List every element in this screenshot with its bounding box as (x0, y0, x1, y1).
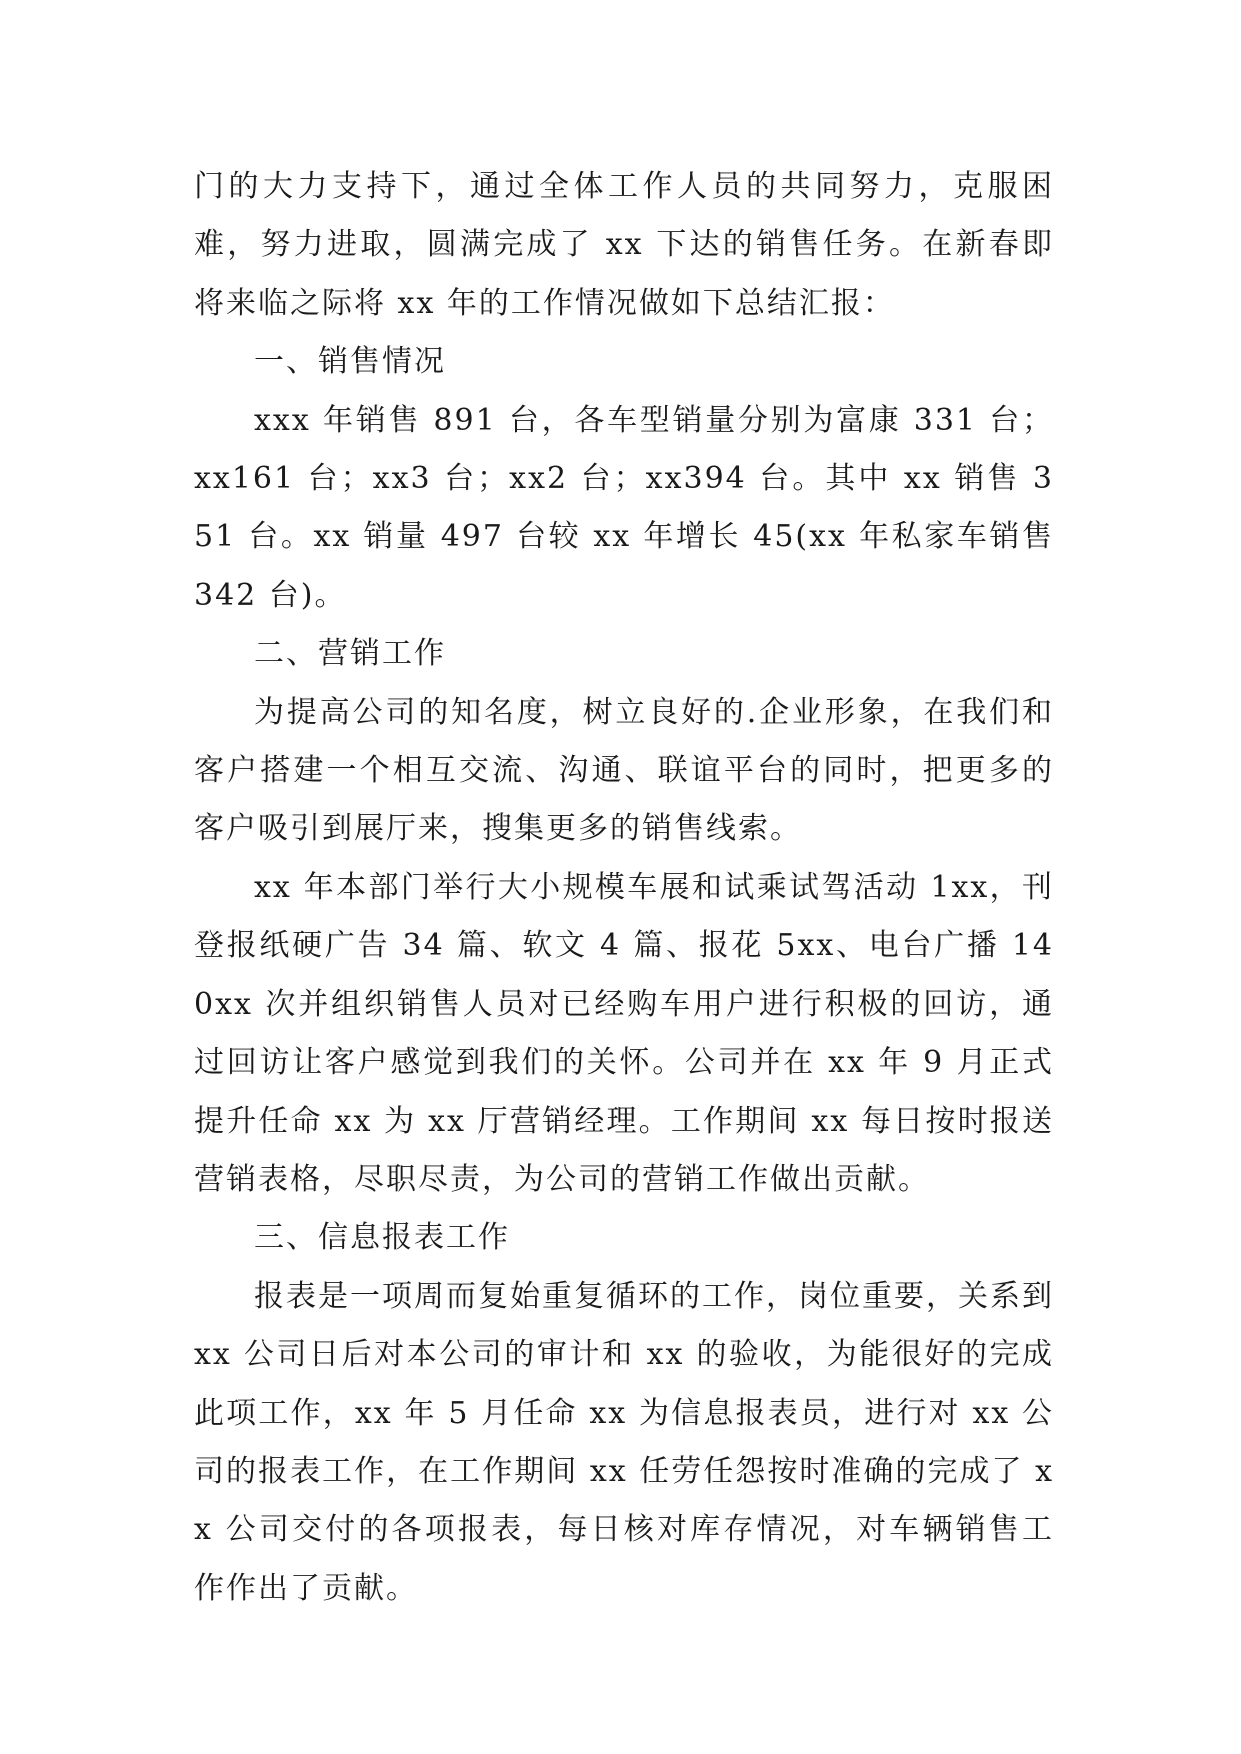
section-heading-sales: 一、销售情况 (254, 344, 446, 380)
paragraph-intro-continuation: 门的大力支持下，通过全体工作人员的共同努力，克服困难，努力进取，圆满完成了 xx 下达的销售任务。在新春即将来临之际将 xx 年的工作情况做如下总结汇报： (194, 169, 1054, 321)
paragraph-sales: xxx 年销售 891 台，各车型销量分别为富康 331 台；xx161 台；xx3 台；xx2 台；xx394 台。其中 xx 销售 351 台。xx 销量 497 台较 xx 年增长 45(xx 年私家车销售 342 台)。 (194, 402, 1054, 613)
paragraph-marketing-goal: 为提高公司的知名度，树立良好的.企业形象，在我们和客户搭建一个相互交流、沟通、联谊平台的同时，把更多的客户吸引到展厅来，搜集更多的销售线索。 (194, 694, 1054, 847)
paragraph-reports: 报表是一项周而复始重复循环的工作，岗位重要，关系到 xx 公司日后对本公司的审计和 xx 的验收，为能很好的完成此项工作，xx 年 5 月任命 xx 为信息报表员，进行对 xx 公司的报表工作，在工作期间 xx 任劳任怨按时准确的完成了 xx 公司交付的各项报表，每日核对库存情况，对车辆销售工作作出了贡献。 (194, 1278, 1054, 1606)
document-body (194, 158, 1054, 1618)
paragraph-marketing-activities: xx 年本部门举行大小规模车展和试乘试驾活动 1xx，刊登报纸硬广告 34 篇、软文 4 篇、报花 5xx、电台广播 140xx 次并组织销售人员对已经购车用户进行积极的回访，通过回访让客户感觉到我们的关怀。公司并在 xx 年 9 月正式提升任命 xx 为 xx 厅营销经理。工作期间 xx 每日按时报送营销表格，尽职尽责，为公司的营销工作做出贡献。 (194, 869, 1054, 1197)
section-heading-marketing: 二、营销工作 (254, 636, 446, 672)
section-heading-reports: 三、信息报表工作 (254, 1220, 510, 1256)
